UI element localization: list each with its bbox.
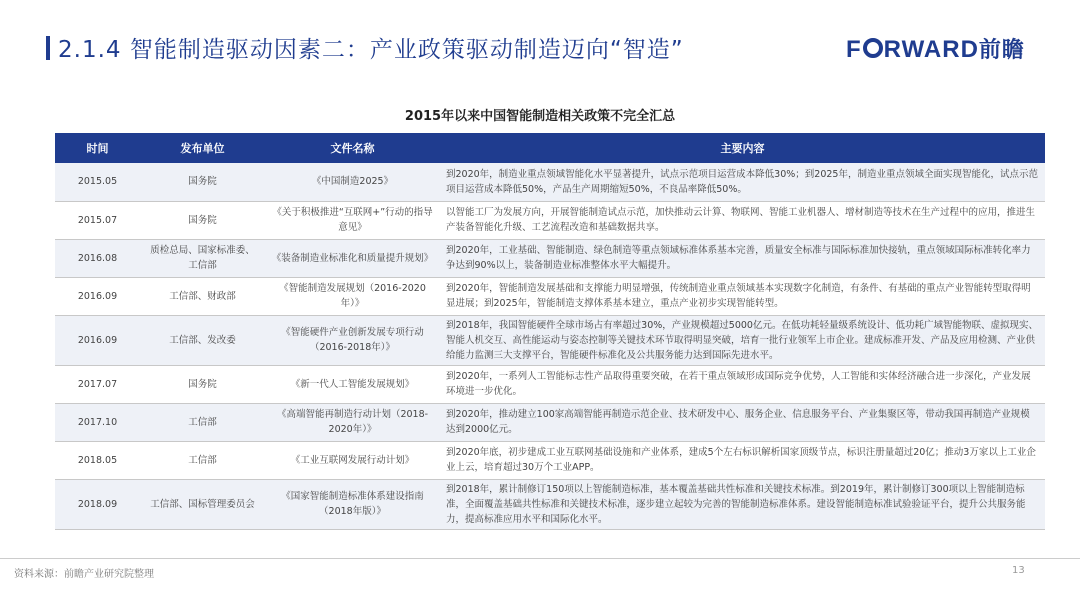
page-title: 2.1.4 智能制造驱动因素二：产业政策驱动制造迈向“智造” bbox=[58, 37, 684, 63]
table-title: 2015年以来中国智能制造相关政策不完全汇总 bbox=[404, 109, 676, 124]
title-accent-bar bbox=[46, 36, 50, 60]
forward-logo bbox=[846, 33, 1025, 64]
cell-issuer: 工信部、发改委 bbox=[140, 315, 265, 365]
cell-issuer: 国务院 bbox=[140, 201, 265, 239]
table-row bbox=[55, 441, 1045, 479]
cell-document: 《新一代人工智能发展规划》 bbox=[265, 365, 440, 403]
cell-issuer: 国务院 bbox=[140, 163, 265, 201]
cell-issuer: 工信部 bbox=[140, 441, 265, 479]
cell-content: 到2020年，制造业重点领域智能化水平显著提升，试点示范项目运营成本降低30%；到2025年，制造业重点领域全面实现智能化，试点示范项目运营成本降低50%，产品生产周期缩短50%，不良品率降低50%。 bbox=[440, 163, 1045, 201]
footer-divider bbox=[0, 558, 1080, 559]
policy-table bbox=[55, 133, 1045, 530]
cell-time: 2018.05 bbox=[55, 441, 140, 479]
cell-time: 2015.05 bbox=[55, 163, 140, 201]
cell-content: 以智能工厂为发展方向，开展智能制造试点示范，加快推动云计算、物联网、智能工业机器人、增材制造等技术在生产过程中的应用，推进生产装备智能化升级、工艺流程改造和基础数据共享。 bbox=[440, 201, 1045, 239]
table-row bbox=[55, 277, 1045, 315]
cell-issuer: 质检总局、国家标准委、工信部 bbox=[140, 239, 265, 277]
cell-document: 《智能制造发展规划（2016-2020年）》 bbox=[265, 277, 440, 315]
header-content: 主要内容 bbox=[440, 133, 1045, 163]
cell-time: 2015.07 bbox=[55, 201, 140, 239]
cell-time: 2016.09 bbox=[55, 277, 140, 315]
cell-content: 到2018年，累计制修订150项以上智能制造标准，基本覆盖基础共性标准和关键技术标准。到2019年，累计制修订300项以上智能制造标准，全面覆盖基础共性标准和关键技术标准，逐步建立起较为完善的智能制造标准体系。建设智能制造标准试验验证平台，提升公共服务能力，提高标准应用水平和国际化水平。 bbox=[440, 479, 1045, 529]
table-row bbox=[55, 163, 1045, 201]
cell-issuer: 工信部、财政部 bbox=[140, 277, 265, 315]
cell-issuer: 工信部 bbox=[140, 403, 265, 441]
table-row bbox=[55, 315, 1045, 365]
cell-issuer: 工信部、国标管理委员会 bbox=[140, 479, 265, 529]
table-row bbox=[55, 365, 1045, 403]
cell-document: 《装备制造业标准化和质量提升规划》 bbox=[265, 239, 440, 277]
cell-time: 2016.09 bbox=[55, 315, 140, 365]
page-number: 13 bbox=[1012, 565, 1025, 576]
cell-time: 2017.10 bbox=[55, 403, 140, 441]
cell-content: 到2018年，我国智能硬件全球市场占有率超过30%，产业规模超过5000亿元。在低功耗轻量级系统设计、低功耗广域智能物联、虚拟现实、智能人机交互、高性能运动与姿态控制等关键技术环节取得明显突破，培育一批行业领军上市企业。建成标准开发、产品及应用检测、产业供给能力监测三大支撑平台，智能硬件标准化及公共服务能力达到国际先进水平。 bbox=[440, 315, 1045, 365]
cell-content: 到2020年，推动建立100家高端智能再制造示范企业、技术研发中心、服务企业、信息服务平台、产业集聚区等，带动我国再制造产业规模达到2000亿元。 bbox=[440, 403, 1045, 441]
header-issuer: 发布单位 bbox=[140, 133, 265, 163]
logo-letters-rward: RWARD bbox=[883, 36, 979, 63]
header-document: 文件名称 bbox=[265, 133, 440, 163]
table-row bbox=[55, 201, 1045, 239]
cell-document: 《智能硬件产业创新发展专项行动（2016-2018年）》 bbox=[265, 315, 440, 365]
header-time: 时间 bbox=[55, 133, 140, 163]
logo-letter-f: F bbox=[846, 36, 862, 63]
cell-document: 《高端智能再制造行动计划（2018-2020年）》 bbox=[265, 403, 440, 441]
logo-ring-icon bbox=[863, 38, 883, 58]
cell-time: 2016.08 bbox=[55, 239, 140, 277]
cell-document: 《中国制造2025》 bbox=[265, 163, 440, 201]
table-row bbox=[55, 239, 1045, 277]
cell-content: 到2020年，智能制造发展基础和支撑能力明显增强，传统制造业重点领域基本实现数字化制造，有条件、有基础的重点产业智能转型取得明显进展；到2025年，智能制造支撑体系基本建立，重点产业初步实现智能转型。 bbox=[440, 277, 1045, 315]
table-row bbox=[55, 403, 1045, 441]
cell-content: 到2020年，一系列人工智能标志性产品取得重要突破，在若干重点领域形成国际竞争优势，人工智能和实体经济融合进一步深化，产业发展环境进一步优化。 bbox=[440, 365, 1045, 403]
cell-issuer: 国务院 bbox=[140, 365, 265, 403]
cell-content: 到2020年底，初步建成工业互联网基础设施和产业体系，建成5个左右标识解析国家顶级节点，标识注册量超过20亿；推动3万家以上工业企业上云，培育超过30万个工业APP。 bbox=[440, 441, 1045, 479]
table-header-row bbox=[55, 133, 1045, 163]
source-note: 资料来源：前瞻产业研究院整理 bbox=[14, 569, 154, 580]
cell-content: 到2020年，工业基础、智能制造、绿色制造等重点领域标准体系基本完善，质量安全标准与国际标准加快接轨，重点领域国际标准转化率力争达到90%以上，装备制造业标准整体水平大幅提升。 bbox=[440, 239, 1045, 277]
cell-time: 2017.07 bbox=[55, 365, 140, 403]
cell-document: 《工业互联网发展行动计划》 bbox=[265, 441, 440, 479]
logo-chinese-text: 前瞻 bbox=[978, 38, 1025, 63]
table-row bbox=[55, 479, 1045, 529]
cell-document: 《国家智能制造标准体系建设指南（2018年版）》 bbox=[265, 479, 440, 529]
cell-time: 2018.09 bbox=[55, 479, 140, 529]
cell-document: 《关于积极推进“互联网+”行动的指导意见》 bbox=[265, 201, 440, 239]
